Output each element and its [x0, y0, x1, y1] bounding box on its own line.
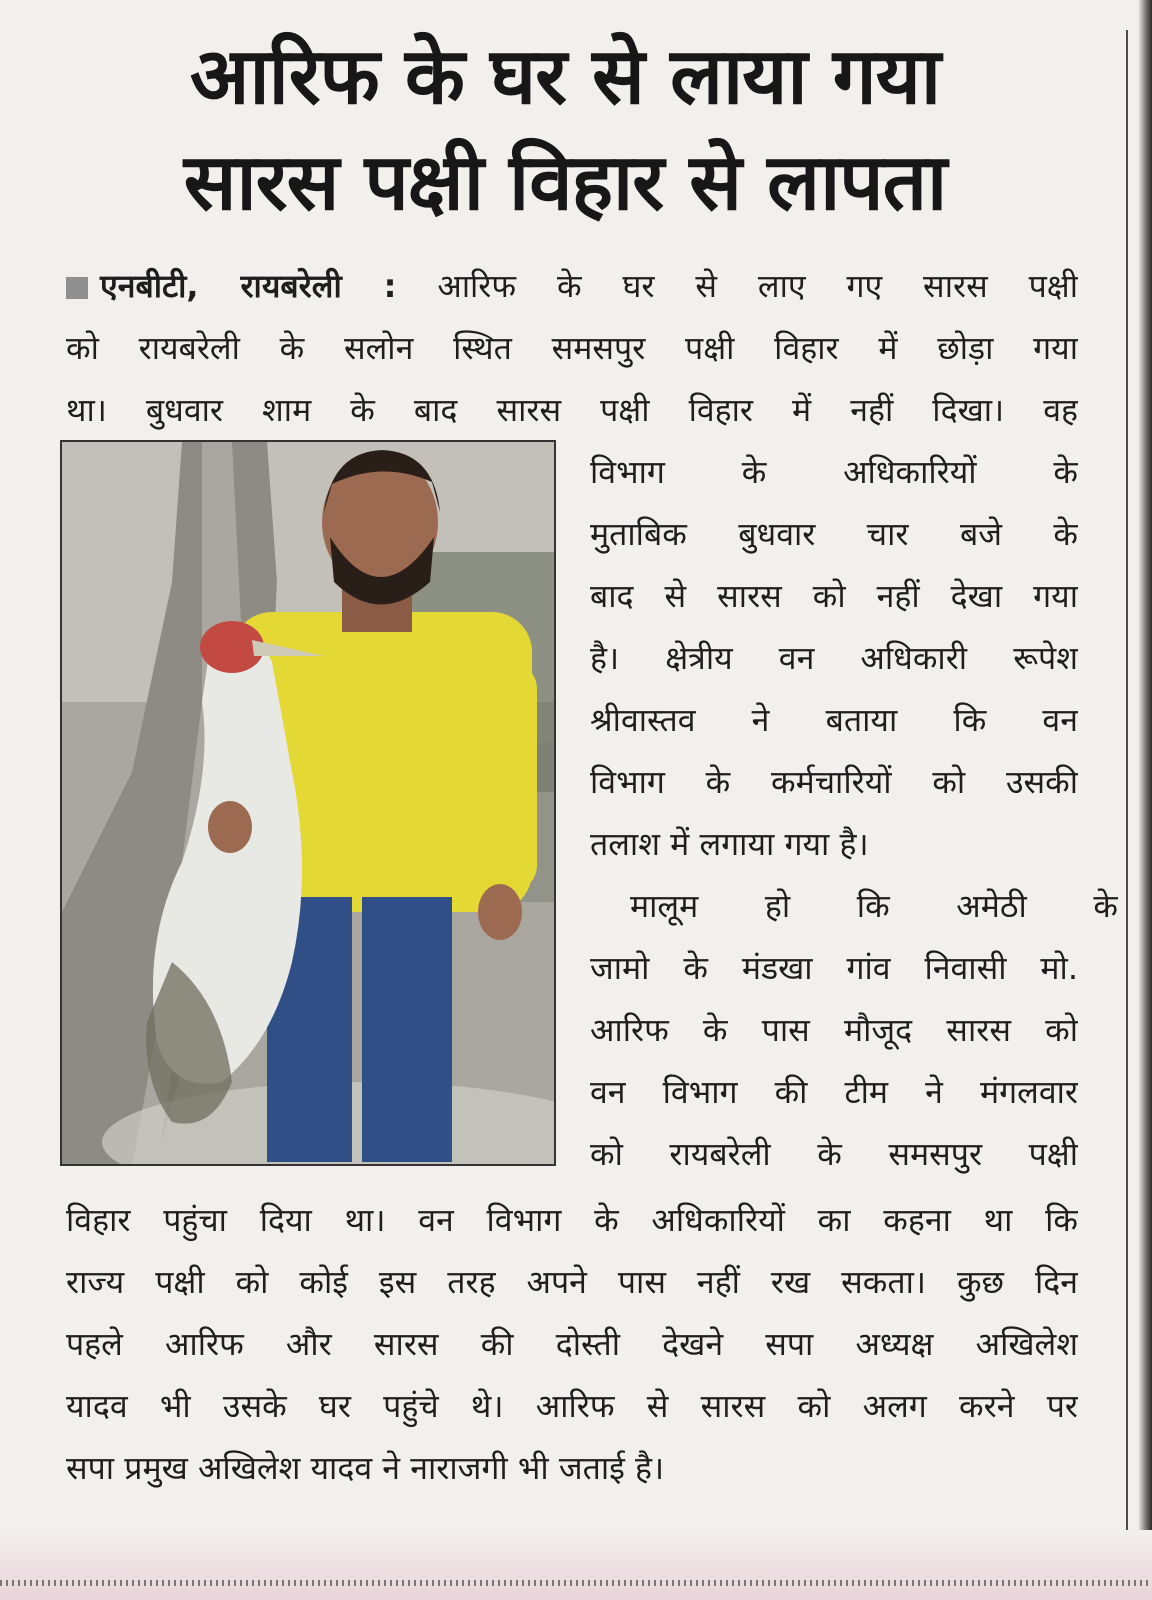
article-line-12: जामो के मंडखा गांव निवासी मो.	[590, 949, 1078, 987]
article-line-7: है। क्षेत्रीय वन अधिकारी रूपेश	[590, 639, 1078, 677]
article-line-19: यादव भी उसके घर पहुंचे थे। आरिफ से सारस को अलग करने पर	[66, 1387, 1078, 1425]
article-line-15: को रायबरेली के समसपुर पक्षी	[590, 1135, 1078, 1173]
headline-line-1: आरिफ के घर से लाया गया	[189, 32, 941, 122]
dateline-marker-icon	[66, 277, 88, 299]
photo-illustration	[62, 442, 556, 1166]
article-line-3: था। बुधवार शाम के बाद सारस पक्षी विहार में नहीं दिखा। वह	[66, 391, 1078, 429]
article-line-9: विभाग के कर्मचारियों को उसकी	[590, 763, 1078, 801]
news-photo-man-holding-sarus-crane	[60, 440, 556, 1166]
page-edge-shadow	[1138, 0, 1152, 1600]
article-line-1	[66, 256, 1078, 316]
article-line-11: मालूम हो कि अमेठी के	[630, 887, 1118, 925]
article-line-10: तलाश में लगाया गया है।	[590, 825, 869, 863]
column-rule	[1126, 30, 1128, 1530]
perforation-dots	[0, 1580, 1152, 1586]
article-line-20: सपा प्रमुख अखिलेश यादव ने नाराजगी भी जताई है।	[66, 1449, 665, 1487]
article-line-2: को रायबरेली के सलोन स्थित समसपुर पक्षी विहार में छोड़ा गया	[66, 329, 1078, 367]
article-line-1-text: आरिफ के घर से लाए गए सारस पक्षी	[437, 267, 1078, 305]
headline-line-2: सारस पक्षी विहार से लापता	[183, 138, 947, 228]
bottom-margin	[0, 1530, 1152, 1600]
article-line-5: मुताबिक बुधवार चार बजे के	[590, 515, 1078, 553]
article-line-16: विहार पहुंचा दिया था। वन विभाग के अधिकारियों का कहना था कि	[66, 1201, 1078, 1239]
article-line-6: बाद से सारस को नहीं देखा गया	[590, 577, 1078, 615]
dateline: एनबीटी, रायबरेली :	[100, 267, 397, 305]
article-line-8: श्रीवास्तव ने बताया कि वन	[590, 701, 1078, 739]
article-line-13: आरिफ के पास मौजूद सारस को	[590, 1011, 1078, 1049]
article-line-18: पहले आरिफ और सारस की दोस्ती देखने सपा अध्यक्ष अखिलेश	[66, 1325, 1078, 1363]
article-line-14: वन विभाग की टीम ने मंगलवार	[590, 1073, 1078, 1111]
article-line-4: विभाग के अधिकारियों के	[590, 453, 1078, 491]
article-line-17: राज्य पक्षी को कोई इस तरह अपने पास नहीं रख सकता। कुछ दिन	[66, 1263, 1078, 1301]
